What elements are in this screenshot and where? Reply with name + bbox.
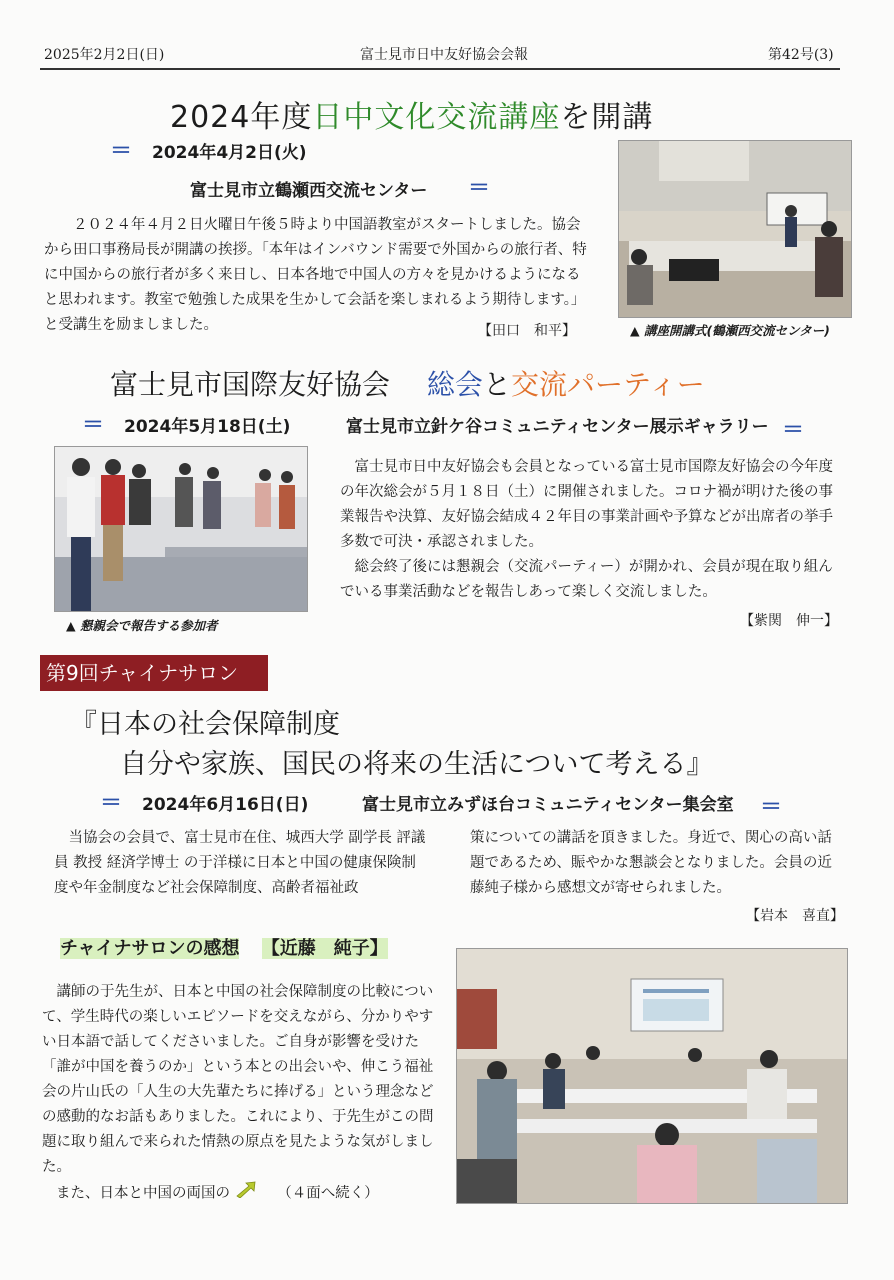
article3-title-line1: 『日本の社会保障制度 <box>70 709 340 740</box>
issue-date: 2025年2月2日(日) <box>44 47 165 63</box>
article3-venue: 富士見市立みずほ台コミュニティセンター集会室 <box>362 795 734 815</box>
article1-venue: 富士見市立鶴瀬西交流センター <box>190 181 428 201</box>
china-salon-badge: 第9回チャイナサロン <box>40 655 268 691</box>
salon-photo <box>456 948 848 1204</box>
newsletter-name: 富士見市日中友好協会会報 <box>360 47 528 63</box>
article1-date: 2024年4月2日(火) <box>152 143 307 163</box>
dash-icon: ＝ <box>82 413 105 438</box>
article3-signature: 【岩本 喜直】 <box>746 908 844 924</box>
article2-body-1: 富士見市日中友好協会も会員となっている富士見市国際友好協会の今年度の年次総会が５月１８日（土）に開催されました。コロナ禍が明けた後の事業報告や決算、友好協会結成４２年目の事業計画や予算などが出席者の挙手多数で可決・承認されました。 <box>340 459 833 550</box>
article2-venue: 富士見市立針ケ谷コミュニティセンター展示ギャラリー <box>346 417 769 437</box>
dash-icon: ＝ <box>100 791 123 816</box>
article2-title: 富士見市国際友好協会 総会と交流パーティー <box>110 368 705 401</box>
article1-body: ２０２４年４月２日火曜日午後５時より中国語教室がスタートしました。協会から田口事務局長が開講の挨拶。「本年はインバウンド需要で外国からの旅行者、特に中国からの旅行者が多く来日し、日本各地で中国人の方々を見かけるようになると思われます。教室で勉強した成果を生かして会話を楽しまれるよう期待します。」と受講生を励ましました。 <box>44 217 587 333</box>
issue-number: 第42号(3) <box>768 47 834 63</box>
article2-body-2: 総会終了後には懇親会（交流パーティー）が開かれ、会員が現在取り組んでいる事業活動などを報告しあって楽しく交流しました。 <box>340 559 833 600</box>
impression-body: 講師の于先生が、日本と中国の社会保障制度の比較について、学生時代の楽しいエピソードを交えながら、分かりやすい日本語で話してくださいました。ご自身が影響を受けた「誰が中国を養うのか」という本との出会いや、伸こう福祉会の片山氏の「人生の大先輩たちに捧げる」という理念などの感動的なお話もありました。これにより、于先生がこの問題に取り組んで来られた情熱の原点を見たような気がしました。 <box>42 984 434 1175</box>
article1-title: 2024年度日中文化交流講座を開講 <box>170 100 654 135</box>
article3-title-line2: 自分や家族、国民の将来の生活について考える』 <box>120 749 714 780</box>
article3-body-left: 当協会の会員で、富士見市在住、城西大学 副学長 評議員 教授 経済学博士 の于洋様に日本と中国の健康保険制度や年金制度など社会保障制度、高齢者福祉政 <box>54 830 426 896</box>
article3-body-right: 策についての講話を頂きました。身近で、関心の高い話題であるため、賑やかな懇談会となりました。会員の近藤純子様から感想文が寄せられました。 <box>470 830 832 896</box>
impression-continue: また、日本と中国の両国の （４面へ続く） <box>56 1180 379 1207</box>
impression-title: チャイナサロンの感想 【近藤 純子】 <box>60 938 388 959</box>
dash-icon: ＝ <box>782 418 805 443</box>
dash-icon: ＝ <box>110 139 133 164</box>
article2-caption: ▲ 懇親会で報告する参加者 <box>66 618 218 633</box>
party-photo <box>54 446 308 612</box>
classroom-photo <box>618 140 852 318</box>
arrow-right-icon <box>235 1180 257 1207</box>
article2-date: 2024年5月18日(土) <box>124 417 291 437</box>
article3-date: 2024年6月16日(日) <box>142 795 309 815</box>
article1-caption: ▲ 講座開講式(鶴瀬西交流センター) <box>630 323 830 338</box>
dash-icon: ＝ <box>760 795 783 820</box>
dash-icon: ＝ <box>468 176 491 201</box>
article1-signature: 【田口 和平】 <box>478 323 576 339</box>
article2-signature: 【紫関 伸一】 <box>740 613 838 629</box>
header-rule <box>40 68 840 70</box>
